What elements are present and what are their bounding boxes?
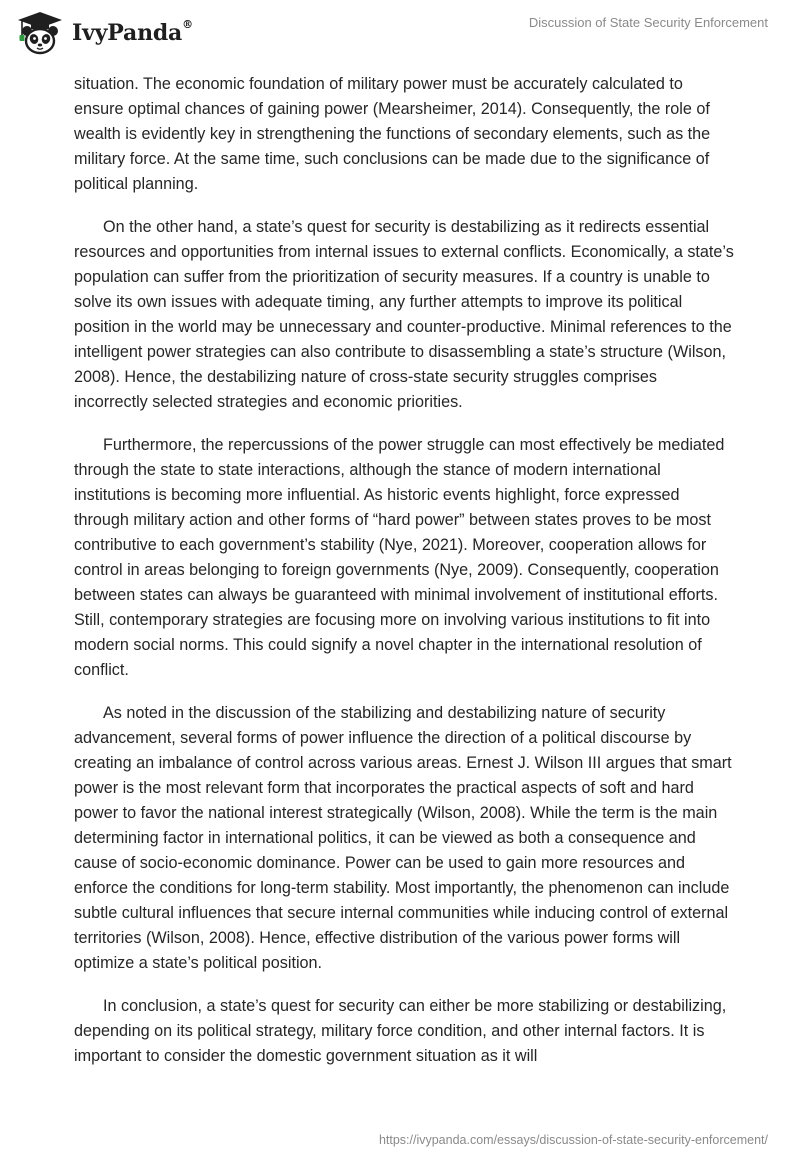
paragraph: In conclusion, a state’s quest for security can either be more stabilizing or destabilizing, depending on its political strategy, military force condition, and other internal factors. It is important to consider the domestic government situation as it will xyxy=(74,997,727,1065)
brand-name: IvyPanda® xyxy=(72,18,193,46)
paragraph: Furthermore, the repercussions of the power struggle can most effectively be mediated through the state to state interactions, although the stance of modern international institutions is becoming more influential. As historic events highlight, force expressed through military action and other forms of “hard power” between states proves to be most contributive to each government’s stability (Nye, 2021). Moreover, cooperation allows for control in areas belonging to foreign governments (Nye, 2009). Consequently, cooperation between states can always be guaranteed with minimal involvement of institutional efforts. Still, contemporary strategies are focusing more on involving various institutions to fit into modern social norms. This could signify a novel chapter in the international resolution of conflict. xyxy=(74,436,725,679)
paragraph: On the other hand, a state’s quest for security is destabilizing as it redirects essential resources and opportunities from internal issues to external conflicts. Economically, a state’s population can suffer from the prioritization of security measures. If a country is unable to solve its own issues with adequate timing, any further attempts to improve its political position in the world may be unnecessary and counter-productive. Minimal references to the intelligent power strategies can also contribute to disassembling a state’s structure (Wilson, 2008). Hence, the destabilizing nature of cross-state security struggles comprises incorrectly selected strategies and economic priorities. xyxy=(74,218,734,411)
document-title: Discussion of State Security Enforcement xyxy=(528,15,768,30)
source-url[interactable]: https://ivypanda.com/essays/discussion-of-state-security-enforcement/ xyxy=(378,1133,768,1147)
essay-body xyxy=(74,72,734,1087)
panda-graduate-icon xyxy=(14,10,66,56)
brand-logo[interactable] xyxy=(14,10,193,56)
registered-mark: ® xyxy=(182,18,193,31)
page-header xyxy=(0,0,800,70)
paragraph: As noted in the discussion of the stabilizing and destabilizing nature of security advancement, several forms of power influence the direction of a political discourse by creating an imbalance of control across various areas. Ernest J. Wilson III argues that smart power is the most relevant form that incorporates the practical aspects of soft and hard power to favor the national interest strategically (Wilson, 2008). While the term is the main determining factor in international politics, it can be viewed as both a consequence and cause of socio-economic dominance. Power can be used to gain more resources and enforce the conditions for long-term stability. Most importantly, the phenomenon can include subtle cultural influences that secure internal communities while inducing control of external territories (Wilson, 2008). Hence, effective distribution of the various power forms will optimize a state’s political position. xyxy=(74,704,732,972)
paragraph: situation. The economic foundation of military power must be accurately calculated to ensure optimal chances of gaining power (Mearsheimer, 2014). Consequently, the role of wealth is evidently key in strengthening the functions of secondary elements, such as the military force. At the same time, such conclusions can be made due to the significance of political planning. xyxy=(74,75,711,193)
